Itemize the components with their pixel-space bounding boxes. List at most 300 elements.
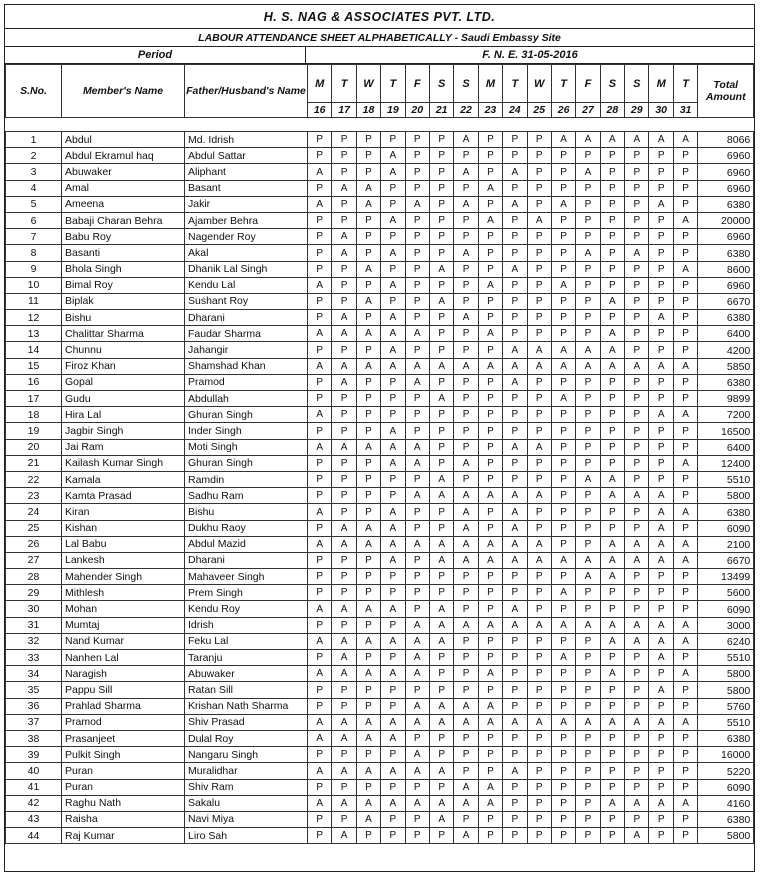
attendance-mark-cell: P [356,148,380,164]
attendance-mark-cell: A [649,795,673,811]
attendance-mark-cell: P [673,342,697,358]
attendance-mark-cell: P [625,391,649,407]
attendance-mark-cell: A [454,504,478,520]
attendance-mark-cell: P [625,164,649,180]
attendance-mark-cell: A [308,326,332,342]
attendance-mark-cell: A [673,666,697,682]
attendance-mark-cell: P [527,633,551,649]
attendance-mark-cell: P [381,374,405,390]
attendance-mark-cell: P [429,132,453,148]
attendance-mark-cell: P [600,747,624,763]
attendance-mark-cell: P [625,261,649,277]
attendance-mark-cell: P [405,601,429,617]
member-name-cell: Prahlad Sharma [62,698,185,714]
father-name-header: Father/Husband's Name [185,65,308,118]
attendance-mark-cell: P [478,585,502,601]
attendance-mark-cell: A [332,763,356,779]
attendance-mark-cell: A [625,488,649,504]
attendance-mark-cell: P [454,277,478,293]
attendance-mark-cell: A [600,488,624,504]
table-row [6,811,754,827]
attendance-mark-cell: P [478,148,502,164]
attendance-mark-cell: A [308,666,332,682]
attendance-mark-cell: P [576,374,600,390]
amount-cell: 13499 [698,569,754,585]
table-row [6,374,754,390]
attendance-mark-cell: P [454,585,478,601]
amount-cell: 3000 [698,617,754,633]
attendance-mark-cell: P [503,310,527,326]
date-header: 24 [503,103,527,118]
attendance-mark-cell: A [356,714,380,730]
attendance-mark-cell: P [600,180,624,196]
attendance-mark-cell: P [308,180,332,196]
table-row [6,439,754,455]
table-row [6,342,754,358]
member-name-cell: Mithlesh [62,585,185,601]
table-row [6,471,754,487]
attendance-mark-cell: P [503,666,527,682]
attendance-mark-cell: P [503,212,527,228]
amount-cell: 5850 [698,358,754,374]
attendance-mark-cell: A [356,730,380,746]
attendance-mark-cell: P [600,391,624,407]
attendance-mark-cell: A [356,666,380,682]
attendance-mark-cell: P [478,763,502,779]
attendance-mark-cell: A [308,714,332,730]
attendance-mark-cell: P [673,326,697,342]
attendance-mark-cell: A [625,617,649,633]
attendance-mark-cell: P [429,342,453,358]
attendance-mark-cell: P [673,310,697,326]
table-row [6,229,754,245]
attendance-mark-cell: P [649,342,673,358]
father-name-cell: Abuwaker [185,666,308,682]
attendance-table [5,64,754,844]
attendance-mark-cell: P [454,650,478,666]
attendance-mark-cell: A [503,536,527,552]
attendance-mark-cell: A [625,536,649,552]
weekday-header: S [600,65,624,103]
attendance-mark-cell: A [478,212,502,228]
attendance-mark-cell: P [673,245,697,261]
attendance-mark-cell: P [503,811,527,827]
attendance-mark-cell: A [600,342,624,358]
attendance-mark-cell: A [478,536,502,552]
attendance-mark-cell: P [405,148,429,164]
member-name-cell: Gudu [62,391,185,407]
attendance-mark-cell: A [405,747,429,763]
member-name-cell: Naragish [62,666,185,682]
attendance-mark-cell: A [600,617,624,633]
attendance-mark-cell: P [649,601,673,617]
attendance-mark-cell: A [478,358,502,374]
attendance-mark-cell: P [625,471,649,487]
attendance-mark-cell: P [478,196,502,212]
table-row [6,617,754,633]
attendance-mark-cell: A [503,520,527,536]
serial-number-cell: 13 [6,326,62,342]
attendance-mark-cell: A [576,552,600,568]
attendance-mark-cell: A [332,520,356,536]
total-amount-header: Total Amount [698,65,754,118]
attendance-mark-cell: A [332,310,356,326]
attendance-mark-cell: P [576,407,600,423]
member-name-cell: Mumtaj [62,617,185,633]
amount-cell: 6380 [698,196,754,212]
member-name-cell: Raj Kumar [62,828,185,844]
attendance-mark-cell: P [503,229,527,245]
attendance-mark-cell: P [308,617,332,633]
attendance-mark-cell: P [332,293,356,309]
attendance-mark-cell: P [308,132,332,148]
attendance-mark-cell: A [429,795,453,811]
attendance-mark-cell: A [576,569,600,585]
attendance-mark-cell: A [551,585,575,601]
attendance-mark-cell: P [454,601,478,617]
attendance-mark-cell: P [356,698,380,714]
attendance-mark-cell: A [478,779,502,795]
attendance-mark-cell: P [478,439,502,455]
attendance-mark-cell: P [478,423,502,439]
serial-number-cell: 8 [6,245,62,261]
attendance-mark-cell: P [503,698,527,714]
attendance-mark-cell: A [308,504,332,520]
attendance-mark-cell: P [429,682,453,698]
attendance-mark-cell: P [527,326,551,342]
attendance-mark-cell: P [454,212,478,228]
attendance-mark-cell: A [673,212,697,228]
attendance-mark-cell: A [478,180,502,196]
attendance-mark-cell: A [429,471,453,487]
attendance-mark-cell: P [600,148,624,164]
attendance-mark-cell: P [649,229,673,245]
attendance-mark-cell: P [649,164,673,180]
attendance-mark-cell: P [625,698,649,714]
member-name-cell: Nanhen Lal [62,650,185,666]
attendance-mark-cell: A [673,552,697,568]
attendance-mark-cell: A [527,342,551,358]
member-name-cell: Raghu Nath [62,795,185,811]
attendance-mark-cell: A [625,828,649,844]
attendance-mark-cell: P [478,682,502,698]
attendance-mark-cell: A [381,245,405,261]
attendance-mark-cell: A [332,633,356,649]
attendance-mark-cell: P [503,423,527,439]
table-row [6,633,754,649]
amount-cell: 8600 [698,261,754,277]
serial-number-cell: 12 [6,310,62,326]
attendance-mark-cell: A [405,650,429,666]
attendance-mark-cell: P [356,310,380,326]
attendance-mark-cell: P [527,407,551,423]
attendance-mark-cell: A [356,196,380,212]
attendance-mark-cell: A [649,407,673,423]
attendance-mark-cell: A [649,633,673,649]
attendance-mark-cell: P [673,423,697,439]
member-name-cell: Pappu Sill [62,682,185,698]
attendance-mark-cell: P [503,180,527,196]
attendance-mark-cell: A [308,633,332,649]
attendance-mark-cell: P [527,148,551,164]
father-name-cell: Akal [185,245,308,261]
attendance-mark-cell: P [381,585,405,601]
attendance-mark-cell: P [576,747,600,763]
attendance-mark-cell: P [332,747,356,763]
attendance-mark-cell: A [551,196,575,212]
attendance-mark-cell: P [405,471,429,487]
attendance-mark-cell: P [576,698,600,714]
attendance-mark-cell: P [551,229,575,245]
attendance-mark-cell: P [454,180,478,196]
attendance-mark-cell: A [551,391,575,407]
amount-cell: 5760 [698,698,754,714]
attendance-mark-cell: A [454,795,478,811]
member-name-cell: Pramod [62,714,185,730]
attendance-mark-cell: P [625,148,649,164]
attendance-mark-cell: P [405,277,429,293]
amount-cell: 8066 [698,132,754,148]
attendance-mark-cell: P [478,633,502,649]
date-header: 20 [405,103,429,118]
attendance-mark-cell: A [576,471,600,487]
attendance-mark-cell: A [429,293,453,309]
attendance-mark-cell: P [429,277,453,293]
attendance-mark-cell: P [527,747,551,763]
serial-number-cell: 15 [6,358,62,374]
attendance-mark-cell: A [454,536,478,552]
attendance-mark-cell: A [600,536,624,552]
attendance-mark-cell: P [551,212,575,228]
father-name-cell: Inder Singh [185,423,308,439]
attendance-mark-cell: P [649,666,673,682]
attendance-mark-cell: P [332,212,356,228]
attendance-mark-cell: A [332,536,356,552]
attendance-mark-cell: P [576,423,600,439]
serial-number-cell: 7 [6,229,62,245]
date-header: 31 [673,103,697,118]
attendance-mark-cell: P [405,828,429,844]
attendance-mark-cell: A [503,552,527,568]
attendance-mark-cell: P [503,407,527,423]
attendance-mark-cell: A [381,504,405,520]
attendance-mark-cell: P [503,245,527,261]
attendance-mark-cell: P [356,342,380,358]
attendance-mark-cell: A [405,536,429,552]
attendance-mark-cell: A [527,488,551,504]
amount-cell: 6380 [698,811,754,827]
weekday-header: F [405,65,429,103]
attendance-mark-cell: P [308,650,332,666]
member-name-cell: Babaji Charan Behra [62,212,185,228]
member-name-cell: Mahender Singh [62,569,185,585]
attendance-mark-cell: P [576,504,600,520]
table-row [6,132,754,148]
attendance-mark-cell: P [478,310,502,326]
attendance-mark-cell: A [649,650,673,666]
attendance-mark-cell: A [503,439,527,455]
attendance-mark-cell: A [332,650,356,666]
attendance-mark-cell: P [600,277,624,293]
attendance-mark-cell: A [551,342,575,358]
table-row [6,747,754,763]
amount-cell: 6090 [698,779,754,795]
weekday-header: F [576,65,600,103]
attendance-sheet [4,4,755,872]
attendance-mark-cell: P [405,180,429,196]
attendance-mark-cell: A [381,326,405,342]
attendance-mark-cell: A [649,358,673,374]
father-name-cell: Nagender Roy [185,229,308,245]
amount-cell: 6380 [698,310,754,326]
attendance-mark-cell: P [308,471,332,487]
father-name-cell: Navi Miya [185,811,308,827]
serial-number-cell: 21 [6,455,62,471]
attendance-mark-cell: P [308,682,332,698]
attendance-mark-cell: A [429,763,453,779]
attendance-mark-cell: P [649,148,673,164]
attendance-mark-cell: P [673,730,697,746]
attendance-mark-cell: A [405,326,429,342]
attendance-mark-cell: P [551,293,575,309]
member-name-cell: Chalittar Sharma [62,326,185,342]
attendance-mark-cell: A [308,536,332,552]
member-name-cell: Bimal Roy [62,277,185,293]
attendance-mark-cell: P [429,520,453,536]
attendance-mark-cell: P [625,763,649,779]
attendance-mark-cell: A [673,261,697,277]
attendance-mark-cell: A [429,601,453,617]
attendance-mark-cell: P [527,698,551,714]
attendance-mark-cell: P [600,520,624,536]
father-name-cell: Aliphant [185,164,308,180]
period-row [5,47,754,64]
attendance-mark-cell: P [429,747,453,763]
attendance-mark-cell: P [551,423,575,439]
attendance-mark-cell: A [405,455,429,471]
attendance-mark-cell: P [308,747,332,763]
serial-number-cell: 23 [6,488,62,504]
attendance-mark-cell: P [527,779,551,795]
attendance-mark-cell: P [332,164,356,180]
attendance-mark-cell: A [332,666,356,682]
attendance-mark-cell: P [478,471,502,487]
attendance-mark-cell: P [405,342,429,358]
attendance-mark-cell: A [625,245,649,261]
attendance-mark-cell: A [478,488,502,504]
attendance-mark-cell: P [673,439,697,455]
member-name-cell: Gopal [62,374,185,390]
attendance-mark-cell: P [308,342,332,358]
member-name-cell: Chunnu [62,342,185,358]
attendance-mark-cell: P [551,682,575,698]
attendance-mark-cell: A [381,277,405,293]
attendance-mark-cell: P [576,455,600,471]
serial-number-cell: 26 [6,536,62,552]
father-name-cell: Moti Singh [185,439,308,455]
amount-cell: 6400 [698,439,754,455]
attendance-mark-cell: A [381,730,405,746]
member-name-cell: Jai Ram [62,439,185,455]
father-name-cell: Abdul Mazid [185,536,308,552]
attendance-mark-cell: A [649,682,673,698]
amount-cell: 5220 [698,763,754,779]
attendance-mark-cell: P [673,374,697,390]
attendance-mark-cell: A [503,261,527,277]
father-name-cell: Muralidhar [185,763,308,779]
attendance-mark-cell: P [527,391,551,407]
attendance-mark-cell: A [649,617,673,633]
attendance-mark-cell: P [478,374,502,390]
father-name-cell: Nangaru Singh [185,747,308,763]
attendance-mark-cell: P [308,293,332,309]
attendance-mark-cell: P [332,407,356,423]
attendance-mark-cell: A [332,358,356,374]
attendance-mark-cell: A [551,132,575,148]
father-name-cell: Faudar Sharma [185,326,308,342]
attendance-mark-cell: A [454,779,478,795]
attendance-mark-cell: P [625,277,649,293]
attendance-mark-cell: P [576,520,600,536]
member-name-cell: Biplak [62,293,185,309]
attendance-mark-cell: A [673,504,697,520]
attendance-mark-cell: P [356,391,380,407]
attendance-mark-cell: A [381,714,405,730]
attendance-mark-cell: P [478,520,502,536]
attendance-mark-cell: P [478,407,502,423]
date-header: 16 [308,103,332,118]
attendance-mark-cell: A [381,310,405,326]
attendance-mark-cell: P [503,682,527,698]
attendance-mark-cell: A [332,374,356,390]
father-name-cell: Dulal Roy [185,730,308,746]
weekday-header: T [381,65,405,103]
attendance-mark-cell: P [673,196,697,212]
attendance-mark-cell: P [405,229,429,245]
header-spacer [6,118,754,132]
attendance-mark-cell: P [478,342,502,358]
attendance-mark-cell: P [332,779,356,795]
attendance-mark-cell: P [356,374,380,390]
attendance-mark-cell: P [551,795,575,811]
table-row [6,795,754,811]
serial-number-cell: 11 [6,293,62,309]
amount-cell: 7200 [698,407,754,423]
attendance-mark-cell: P [551,828,575,844]
attendance-mark-cell: P [478,601,502,617]
attendance-mark-cell: A [454,552,478,568]
attendance-mark-cell: P [649,245,673,261]
attendance-mark-cell: P [478,229,502,245]
attendance-mark-cell: P [429,828,453,844]
attendance-mark-cell: A [308,795,332,811]
attendance-mark-cell: P [527,795,551,811]
attendance-mark-cell: P [429,310,453,326]
attendance-mark-cell: P [625,601,649,617]
attendance-mark-cell: P [551,569,575,585]
attendance-mark-cell: P [405,261,429,277]
attendance-mark-cell: P [576,633,600,649]
attendance-mark-cell: P [308,828,332,844]
member-name-cell: Basanti [62,245,185,261]
member-name-cell: Lal Babu [62,536,185,552]
attendance-mark-cell: P [429,779,453,795]
attendance-mark-cell: P [454,730,478,746]
attendance-mark-cell: A [503,601,527,617]
attendance-mark-cell: A [600,795,624,811]
member-name-cell: Abdul [62,132,185,148]
attendance-mark-cell: P [600,374,624,390]
